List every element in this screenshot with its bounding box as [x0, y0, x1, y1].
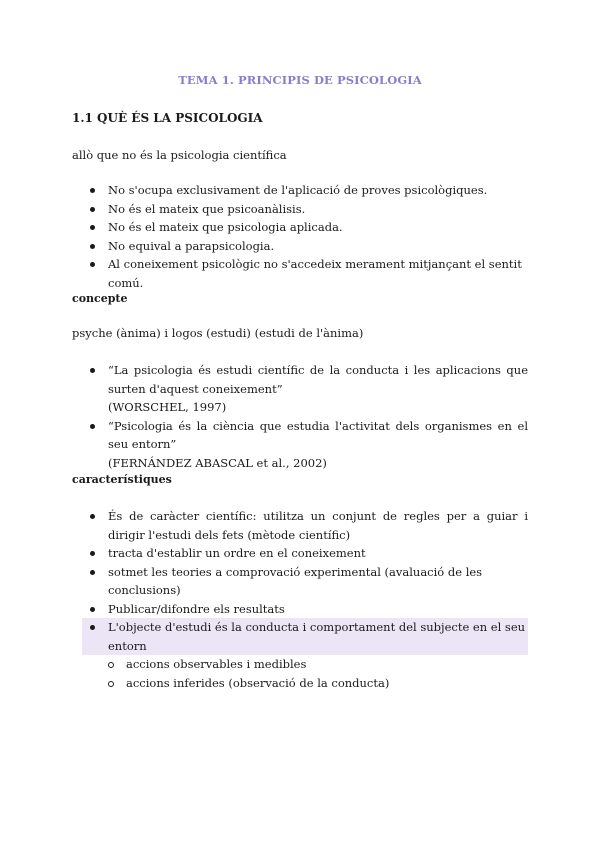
list-item: sotmet les teories a comprovació experimental (avaluació de les conclusions): [88, 563, 528, 600]
features-list: [88, 507, 528, 692]
definition-citation: (WORSCHEL, 1997): [108, 400, 227, 414]
highlighted-list-item: L'objecte d'estudi és la conducta i comportament del subjecte en el seu entorn: [82, 618, 528, 655]
sub-list-item: accions inferides (observació de la conducta): [106, 674, 528, 693]
list-item: Publicar/difondre els resultats: [88, 600, 528, 619]
definition-text: “Psicologia és la ciència que estudia l'activitat dels organismes en el seu entorn”: [108, 418, 528, 451]
list-item: Al coneixement psicològic no s'accedeix merament mitjançant el sentit comú.: [88, 255, 528, 292]
definition-citation: (FERNÁNDEZ ABASCAL et al., 2002): [108, 455, 327, 470]
definition-item: [88, 417, 528, 473]
intro-paragraph: allò que no és la psicologia científica: [72, 148, 287, 162]
list-item: No és el mateix que psicoanàlisis.: [88, 200, 528, 219]
definition-item: [88, 361, 528, 417]
sub-list-container: [88, 655, 528, 692]
definitions-list: [88, 361, 528, 472]
not-psychology-list: [88, 181, 528, 292]
list-item: No s'ocupa exclusivament de l'aplicació de proves psicològiques.: [88, 181, 528, 200]
sub-list-item: accions observables i medibles: [106, 655, 528, 674]
section-heading: 1.1 QUÈ ÉS LA PSICOLOGIA: [72, 111, 263, 125]
document-title: TEMA 1. PRINCIPIS DE PSICOLOGIA: [178, 73, 422, 87]
list-item: És de caràcter científic: utilitza un conjunt de regles per a guiar i dirigir l'estudi dels fets (mètode científic): [88, 507, 528, 544]
list-item: tracta d'establir un ordre en el coneixement: [88, 544, 528, 563]
list-item: No és el mateix que psicologia aplicada.: [88, 218, 528, 237]
concept-heading: concepte: [72, 292, 128, 305]
sub-features-list: [106, 655, 528, 692]
list-item: No equival a parapsicologia.: [88, 237, 528, 256]
definition-text: “La psicologia és estudi científic de la conducta i les aplicacions que surten d'aquest coneixement”: [108, 363, 528, 396]
concept-paragraph: psyche (ànima) i logos (estudi) (estudi de l'ànima): [72, 326, 364, 340]
features-heading: característiques: [72, 473, 172, 486]
